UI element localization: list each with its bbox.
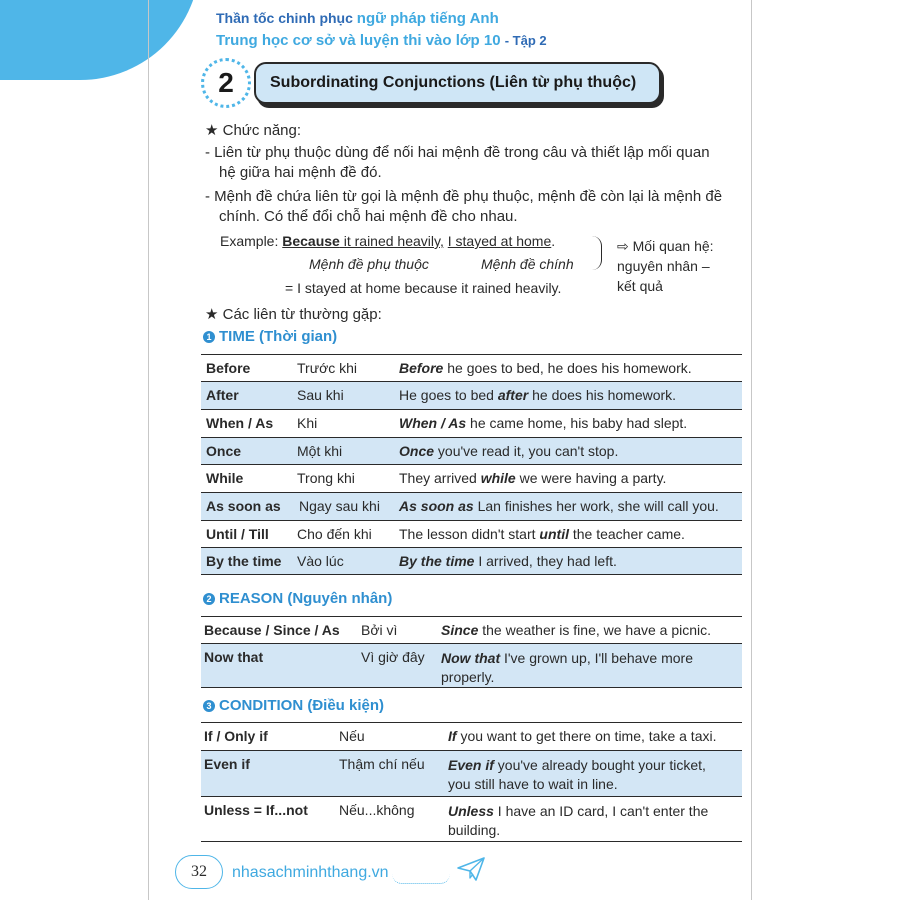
function-bullet2-line1: - Mệnh đề chứa liên từ gọi là mệnh đề phụ thuộc, mệnh đề còn lại là mệnh đề — [205, 188, 723, 205]
table-row — [201, 616, 742, 643]
example-cell — [441, 622, 711, 638]
example-cell — [399, 360, 692, 376]
example-main-label: Mệnh đề chính — [481, 256, 574, 272]
example-cell — [448, 728, 717, 744]
example-keyword: Since — [441, 622, 479, 638]
dotted-trail-decoration — [392, 874, 450, 884]
example-cell — [399, 470, 666, 486]
function-bullet1-line2: hệ giữa hai mệnh đề đó. — [219, 164, 382, 181]
example-keyword: If — [448, 728, 457, 744]
example-sub-label: Mệnh đề phụ thuộc — [309, 256, 429, 272]
example-cell — [399, 415, 687, 431]
table-row — [201, 750, 742, 796]
meaning-cell: Cho đến khi — [297, 526, 372, 542]
example-rest: you've read it, you can't stop. — [434, 443, 619, 459]
example-cell — [399, 443, 618, 459]
relation-line3: kết quả — [617, 278, 663, 294]
example-keyword: after — [497, 387, 529, 403]
example-rest: you want to get there on time, take a taxi. — [456, 728, 717, 744]
meaning-cell: Một khi — [297, 443, 343, 459]
example-rest: I have an ID card, I can't enter the — [493, 803, 709, 819]
book-title-line2 — [216, 32, 547, 49]
example-pre: They arrived — [399, 470, 481, 486]
relation-line2: nguyên nhân – — [617, 258, 710, 274]
meaning-cell: Nếu...không — [339, 802, 415, 818]
conj-cell: Until / Till — [206, 526, 269, 542]
table-row — [201, 464, 742, 492]
example-cell — [448, 756, 740, 794]
example-period: . — [551, 233, 556, 249]
example-keyword: Once — [399, 443, 435, 459]
book-title-highlight: ngữ pháp tiếng Anh — [356, 10, 499, 27]
time-title: TIME (Thời gian) — [219, 328, 338, 345]
example-rest: I arrived, they had left. — [474, 553, 617, 569]
relation-line1: ⇨ Mối quan hệ: — [617, 238, 714, 254]
condition-heading — [203, 697, 384, 714]
conj-cell: If / Only if — [204, 728, 268, 744]
example-rest: he came home, his baby had slept. — [466, 415, 688, 431]
table-row — [201, 381, 742, 409]
table-row — [201, 409, 742, 437]
function-bullet1-line1: - Liên từ phụ thuộc dùng để nối hai mệnh đề trong câu và thiết lập mối quan — [205, 144, 710, 161]
example-line2: you still have to wait in line. — [448, 776, 618, 792]
reason-heading — [203, 590, 392, 607]
example-keyword: As soon as — [399, 498, 474, 514]
example-keyword: Even if — [448, 757, 494, 773]
example-pre: The lesson didn't start — [399, 526, 540, 542]
example-cell — [448, 802, 740, 840]
example-line2: building. — [448, 822, 501, 838]
table-row — [201, 643, 742, 688]
meaning-cell: Vào lúc — [297, 553, 344, 569]
meaning-cell: Khi — [297, 415, 318, 431]
conj-cell: While — [206, 470, 244, 486]
example-keyword: By the time — [399, 553, 475, 569]
conj-cell: Before — [206, 360, 251, 376]
example-cell — [399, 387, 676, 403]
section-number: 2 — [218, 67, 234, 98]
example-clause1: it rained heavily, — [339, 233, 444, 249]
publisher-url: nhasachminhthang.vn — [232, 864, 389, 881]
table-row — [201, 520, 742, 547]
number-circle-icon: 3 — [203, 700, 215, 712]
conj-cell: As soon as — [206, 498, 281, 514]
example-keyword: When / As — [399, 415, 467, 431]
meaning-cell: Thậm chí nếu — [339, 756, 425, 772]
example-rest: the weather is fine, we have a picnic. — [478, 622, 712, 638]
book-volume: - Tập 2 — [504, 33, 547, 48]
example-keyword: Now that — [441, 650, 501, 666]
conj-cell: When / As — [206, 415, 274, 431]
number-circle-icon: 2 — [203, 593, 215, 605]
table-row — [201, 492, 742, 520]
function-bullet2-line2: chính. Có thể đổi chỗ hai mệnh đề cho nhau. — [219, 208, 518, 225]
reason-title: REASON (Nguyên nhân) — [219, 590, 393, 607]
example-rest: you've already bought your ticket, — [493, 757, 706, 773]
example-rest: I've grown up, I'll behave more — [500, 650, 693, 666]
meaning-cell: Trong khi — [297, 470, 355, 486]
example-keyword: Before — [399, 360, 444, 376]
section-title: Subordinating Conjunctions (Liên từ phụ thuộc) — [254, 62, 661, 104]
number-circle-icon: 1 — [203, 331, 215, 343]
function-heading: ★ Chức năng: — [205, 122, 302, 139]
example-label: Example: — [220, 233, 279, 249]
meaning-cell: Sau khi — [297, 387, 344, 403]
example-line2: properly. — [441, 669, 495, 685]
book-title-prefix: Thần tốc chinh phục — [216, 10, 353, 26]
table-row — [201, 437, 742, 464]
example-cell — [399, 498, 719, 514]
condition-title: CONDITION (Điều kiện) — [219, 697, 385, 714]
meaning-cell: Vì giờ đây — [361, 649, 425, 665]
example-equals: = I stayed at home because it rained heavily. — [285, 280, 562, 296]
example-sentence — [220, 233, 555, 249]
section-number-badge — [201, 58, 251, 108]
common-heading: ★ Các liên từ thường gặp: — [205, 306, 382, 323]
example-keyword: until — [539, 526, 569, 542]
example-rest: he does his homework. — [528, 387, 677, 403]
example-rest: he goes to bed, he does his homework. — [443, 360, 692, 376]
example-keyword: Unless — [448, 803, 494, 819]
example-rest: we were having a party. — [515, 470, 667, 486]
example-pre: He goes to bed — [399, 387, 498, 403]
table-row — [201, 722, 742, 750]
meaning-cell: Nếu — [339, 728, 365, 744]
meaning-cell: Ngay sau khi — [299, 498, 380, 514]
page-number: 32 — [175, 855, 223, 889]
brace-icon — [592, 236, 602, 270]
example-cell — [399, 526, 685, 542]
conj-cell: By the time — [206, 553, 282, 569]
conj-cell: After — [206, 387, 239, 403]
example-cell — [441, 649, 739, 687]
example-rest: Lan finishes her work, she will call you. — [473, 498, 719, 514]
meaning-cell: Trước khi — [297, 360, 358, 376]
example-because: Because — [282, 233, 340, 249]
book-subtitle: Trung học cơ sở và luyện thi vào lớp 10 — [216, 32, 501, 49]
example-cell — [399, 553, 617, 569]
example-rest: the teacher came. — [568, 526, 685, 542]
example-clause2: I stayed at home — [447, 233, 552, 249]
conj-cell: Because / Since / As — [204, 622, 340, 638]
conj-cell: Even if — [204, 756, 250, 772]
table-row — [201, 354, 742, 381]
meaning-cell: Bởi vì — [361, 622, 398, 638]
book-title-line1 — [216, 10, 499, 27]
example-keyword: while — [480, 470, 516, 486]
table-row — [201, 796, 742, 842]
conj-cell: Once — [206, 443, 242, 459]
table-row — [201, 547, 742, 575]
conj-cell: Now that — [204, 649, 264, 665]
conj-cell: Unless = If...not — [204, 802, 308, 818]
paper-plane-icon — [456, 856, 486, 882]
time-heading — [203, 328, 337, 345]
